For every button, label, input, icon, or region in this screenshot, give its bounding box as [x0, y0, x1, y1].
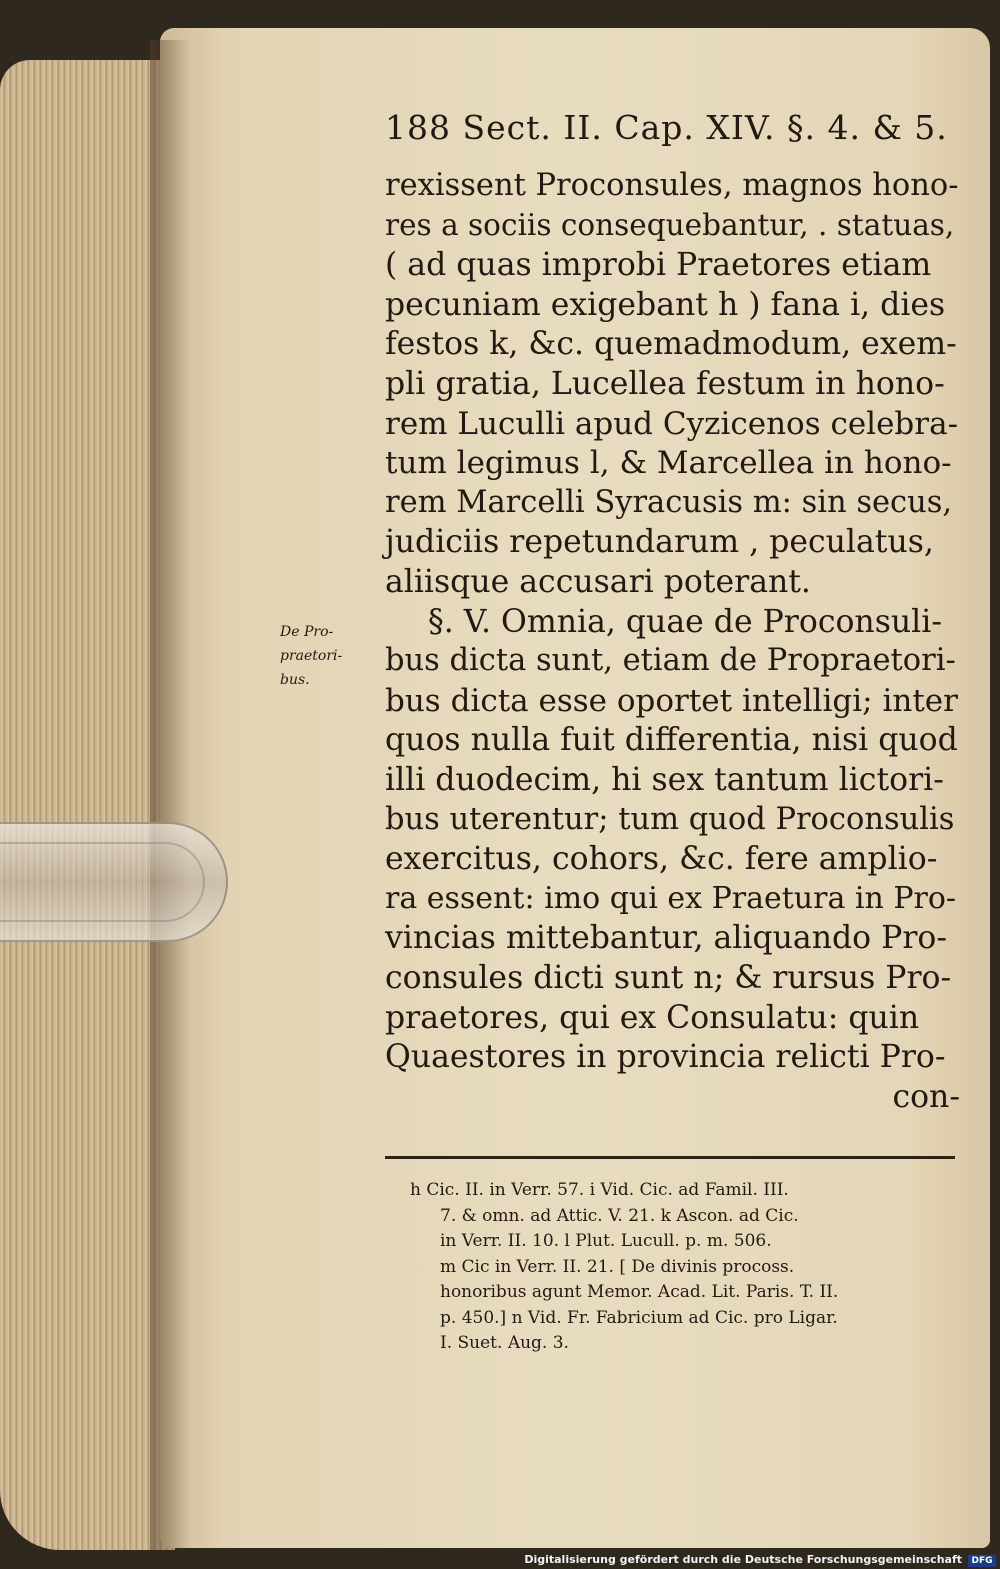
footnote-line: p. 450.] n Vid. Fr. Fabricium ad Cic. pro Ligar.	[440, 1307, 838, 1328]
body-line: Quaestores in provincia relicti Pro-	[385, 1039, 946, 1076]
body-line: bus uterentur; tum quod Proconsulis	[385, 801, 955, 837]
margin-note-line: praetori-	[280, 648, 343, 664]
body-line: pecuniam exigebant h ) fana i, dies	[385, 286, 946, 323]
footnote-line: 7. & omn. ad Attic. V. 21. k Ascon. ad Cic.	[440, 1205, 799, 1226]
footnote-line: in Verr. II. 10. l Plut. Lucull. p. m. 506.	[440, 1231, 772, 1251]
body-line: res a sociis consequebantur, . statuas,	[385, 207, 955, 242]
margin-note-line: bus.	[280, 672, 310, 688]
body-line: exercitus, cohors, &c. fere amplio-	[385, 841, 938, 878]
digitization-credit: Digitalisierung gefördert durch die Deutsche Forschungsgemeinschaft	[524, 1553, 962, 1566]
footnote-line: honoribus agunt Memor. Acad. Lit. Paris. T. II.	[440, 1282, 839, 1302]
body-line: con-	[892, 1078, 960, 1115]
body-line: quos nulla fuit differentia, nisi quod	[385, 722, 958, 759]
page-clip-inner	[0, 842, 205, 922]
footnote-line: h Cic. II. in Verr. 57. i Vid. Cic. ad Famil. III.	[410, 1180, 789, 1200]
dfg-logo: DFG	[968, 1555, 996, 1567]
running-head: 188 Sect. II. Cap. XIV. §. 4. & 5.	[385, 108, 948, 147]
body-line: tum legimus l, & Marcellea in hono-	[385, 445, 952, 482]
footnote-line: I. Suet. Aug. 3.	[440, 1333, 569, 1353]
body-line: ( ad quas improbi Praetores etiam	[385, 247, 932, 284]
body-line: bus dicta esse oportet intelligi; inter	[385, 682, 958, 719]
body-line: aliisque accusari poterant.	[385, 564, 811, 600]
body-line: rexissent Proconsules, magnos hono-	[385, 168, 959, 203]
body-line: §. V. Omnia, quae de Proconsuli-	[428, 603, 942, 640]
body-line: ra essent: imo qui ex Praetura in Pro-	[385, 880, 957, 916]
body-line: consules dicti sunt n; & rursus Pro-	[385, 960, 952, 996]
body-line: judiciis repetundarum , peculatus,	[385, 524, 934, 561]
body-line: pli gratia, Lucellea festum in hono-	[385, 366, 945, 402]
footnote-rule	[385, 1156, 955, 1159]
body-line: praetores, qui ex Consulatu: quin	[385, 999, 920, 1036]
body-line: vincias mittebantur, aliquando Pro-	[385, 920, 947, 957]
page-edges	[0, 60, 175, 1550]
body-line: illi duodecim, hi sex tantum lictori-	[385, 762, 944, 798]
body-line: rem Luculli apud Cyzicenos celebra-	[385, 405, 959, 442]
body-line: festos k, &c. quemadmodum, exem-	[385, 326, 957, 363]
body-line: bus dicta sunt, etiam de Propraetori-	[385, 643, 956, 679]
body-line: rem Marcelli Syracusis m: sin secus,	[385, 484, 953, 520]
gutter-shadow	[150, 40, 190, 1550]
footnote-line: m Cic in Verr. II. 21. [ De divinis procoss.	[440, 1256, 795, 1277]
margin-note-line: De Pro-	[280, 624, 334, 640]
